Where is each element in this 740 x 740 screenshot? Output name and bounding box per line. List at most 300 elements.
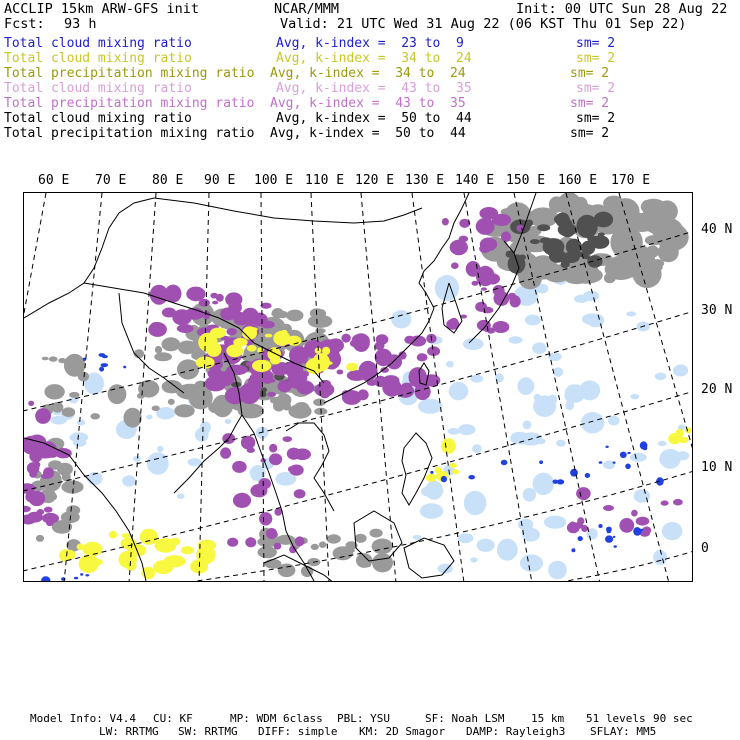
cloud-low-speck	[99, 353, 106, 357]
cloud-thin-patch	[548, 352, 561, 361]
precip-mid-patch	[172, 309, 192, 325]
cloud-thin-patch	[157, 446, 164, 452]
init-time: Init: 00 UTC Sun 28 Aug 22	[516, 1, 728, 17]
field-avg: Avg, k-index = 23 to 9	[276, 36, 464, 51]
precip-mid-patch	[485, 273, 500, 284]
field-sm: sm= 2	[570, 126, 610, 141]
precip-mid-patch	[232, 461, 247, 473]
cloud-thin-patch	[133, 456, 141, 462]
cloud-upper-patch	[377, 564, 383, 570]
cloud-thin-patch	[464, 491, 487, 515]
precip-mid-patch	[581, 525, 588, 532]
precip-mid-patch	[41, 474, 51, 479]
cloud-upper-patch	[64, 354, 85, 377]
cloud-upper-patch	[174, 404, 194, 417]
valid-time: Valid: 21 UTC Wed 31 Aug 22 (06 KST Thu 01 Sep 22)	[280, 16, 687, 32]
precip-mid-patch	[501, 231, 511, 242]
cloud-upper-patch	[355, 534, 367, 543]
precip-mid-patch	[248, 377, 256, 386]
cloud-upper-patch	[319, 541, 326, 548]
lat-label: 20 N	[701, 382, 733, 397]
cloud-dense-patch	[558, 223, 577, 236]
footer-sflay: SFLAY: MM5	[590, 725, 657, 738]
field-sm: sm= 2	[570, 66, 610, 81]
precip-mid-patch	[235, 318, 249, 326]
cloud-yellow-patch	[109, 531, 117, 539]
cloud-upper-patch	[258, 546, 277, 558]
cloud-upper-patch	[66, 505, 80, 515]
precip-mid-patch	[46, 520, 54, 526]
precip-mid-patch	[576, 487, 591, 500]
footer-cu: CU: KF	[153, 712, 193, 725]
lon-label: 70 E	[95, 173, 127, 188]
footer-sf: SF: Noah LSM	[425, 712, 505, 725]
cloud-yellow-patch	[181, 546, 194, 554]
lon-label: 80 E	[152, 173, 184, 188]
cloud-upper-patch	[315, 328, 325, 333]
precip-mid-patch	[269, 444, 277, 453]
cloud-thin-patch	[630, 394, 639, 399]
precip-mid-patch	[27, 512, 43, 523]
cloud-yellow-patch	[265, 334, 273, 338]
cloud-thin-patch	[446, 361, 454, 368]
lon-label: 160 E	[558, 173, 598, 188]
cloud-low-speck	[85, 574, 89, 576]
footer-levels: 51 levels	[586, 712, 646, 725]
precip-mid-patch	[476, 218, 495, 235]
cloud-upper-patch	[286, 310, 303, 322]
cloud-thin-patch	[391, 310, 411, 328]
cloud-low-speck	[501, 460, 508, 465]
field-sm: sm= 2	[576, 36, 616, 51]
lat-label: 40 N	[701, 222, 733, 237]
precip-mid-patch	[320, 392, 329, 398]
cloud-yellow-patch	[226, 344, 243, 357]
cloud-upper-patch	[652, 218, 678, 240]
cloud-upper-patch	[162, 380, 183, 393]
precip-mid-patch	[631, 510, 638, 517]
cloud-low-speck	[539, 460, 543, 464]
field-name: Total cloud mixing ratio	[4, 111, 192, 126]
precip-mid-patch	[472, 281, 479, 286]
precip-mid-patch	[481, 287, 487, 290]
precip-mid-patch	[359, 361, 378, 382]
precip-mid-patch	[44, 507, 53, 513]
cloud-yellow-patch	[685, 427, 692, 433]
lat-label: 0	[701, 541, 709, 556]
cloud-upper-patch	[282, 402, 291, 411]
cloud-yellow-patch	[79, 555, 99, 573]
field-sm: sm= 2	[576, 81, 616, 96]
cloud-low-speck	[101, 363, 108, 367]
precip-mid-patch	[241, 436, 255, 450]
field-name: Total cloud mixing ratio	[4, 36, 192, 51]
cloud-low-speck	[99, 367, 104, 372]
lon-label: 100 E	[254, 173, 294, 188]
cloud-thin-patch	[508, 336, 522, 343]
field-avg: Avg, k-index = 50 to 44	[276, 111, 472, 126]
cloud-thin-patch	[532, 342, 546, 354]
cloud-dense-patch	[587, 235, 595, 243]
cloud-thin-patch	[497, 539, 518, 561]
cloud-yellow-patch	[346, 363, 358, 371]
precip-mid-patch	[479, 207, 498, 220]
lon-label: 90 E	[204, 173, 236, 188]
cloud-yellow-patch	[449, 463, 457, 468]
precip-mid-patch	[294, 384, 301, 389]
cloud-yellow-patch	[252, 360, 271, 372]
cloud-low-speck	[578, 536, 583, 541]
cloud-thin-patch	[553, 367, 563, 377]
cloud-upper-patch	[658, 243, 679, 263]
cloud-thin-patch	[177, 493, 185, 499]
cloud-thin-patch	[523, 421, 532, 430]
org-label: NCAR/MMM	[274, 1, 340, 17]
precip-mid-patch	[227, 538, 238, 547]
cloud-thin-patch	[573, 386, 582, 391]
precip-mid-patch	[577, 517, 584, 525]
cloud-upper-patch	[294, 402, 310, 415]
field-sm: sm= 2	[576, 111, 616, 126]
precip-mid-patch	[225, 387, 245, 404]
cloud-dense-patch	[576, 215, 597, 238]
precip-mid-patch	[24, 506, 31, 513]
cloud-upper-patch	[313, 399, 326, 407]
precip-mid-patch	[383, 377, 397, 388]
cloud-upper-patch	[272, 308, 284, 319]
cloud-yellow-patch	[164, 555, 186, 567]
cloud-upper-patch	[301, 566, 313, 577]
cloud-thin-patch	[565, 401, 574, 411]
cloud-upper-patch	[36, 535, 44, 542]
precip-mid-patch	[259, 512, 272, 525]
forecast-hour: 93 h	[64, 16, 97, 32]
precip-mid-patch	[378, 353, 385, 358]
precip-mid-patch	[475, 302, 487, 312]
cloud-low-speck	[468, 475, 475, 479]
cloud-upper-patch	[137, 393, 145, 399]
precip-mid-patch	[619, 518, 634, 533]
footer-resolution: 15 km	[531, 712, 565, 725]
cloud-upper-patch	[370, 529, 383, 538]
map-panel	[23, 192, 693, 582]
cloud-upper-patch	[44, 384, 64, 399]
cloud-yellow-patch	[64, 550, 76, 560]
precip-mid-patch	[442, 218, 449, 225]
precip-mid-patch	[266, 528, 277, 539]
cloud-thin-patch	[676, 451, 689, 460]
field-sm: sm= 2	[570, 96, 610, 111]
precip-mid-patch	[636, 517, 650, 526]
cloud-low-speck	[599, 461, 603, 464]
precip-mid-patch	[295, 536, 305, 546]
precip-mid-patch	[225, 292, 242, 306]
cloud-low-speck	[74, 577, 78, 580]
cloud-upper-patch	[154, 352, 172, 361]
cloud-thin-patch	[626, 312, 636, 317]
cloud-upper-patch	[327, 534, 341, 543]
cloud-upper-patch	[155, 346, 162, 354]
cloud-thin-patch	[418, 399, 442, 414]
precip-mid-patch	[277, 380, 291, 392]
precip-mid-patch	[220, 447, 231, 458]
cloud-yellow-patch	[82, 542, 102, 557]
precip-mid-patch	[28, 401, 34, 406]
precip-mid-patch	[661, 500, 669, 505]
footer-pbl: PBL: YSU	[337, 712, 390, 725]
precip-mid-patch	[165, 285, 182, 303]
cloud-thin-patch	[470, 375, 483, 383]
cloud-thin-patch	[440, 282, 449, 286]
cloud-low-speck	[633, 527, 641, 536]
cloud-low-speck	[123, 366, 126, 369]
cloud-upper-patch	[162, 337, 181, 351]
precip-mid-patch	[352, 334, 370, 347]
field-avg: Avg, k-index = 50 to 44	[270, 126, 466, 141]
cloud-yellow-patch	[210, 328, 226, 339]
lat-line	[144, 468, 693, 582]
precip-mid-patch	[603, 505, 614, 511]
precip-mid-patch	[480, 238, 497, 252]
cloud-low-speck	[625, 464, 631, 470]
cloud-yellow-patch	[426, 474, 437, 482]
field-name: Total cloud mixing ratio	[4, 51, 192, 66]
cloud-low-speck	[606, 527, 612, 533]
cloud-thin-patch	[574, 295, 588, 303]
cloud-upper-patch	[363, 563, 371, 567]
precip-mid-patch	[208, 369, 224, 379]
lon-label: 120 E	[355, 173, 395, 188]
precip-mid-patch	[375, 342, 385, 351]
cloud-low-speck	[571, 548, 575, 552]
cloud-yellow-patch	[140, 529, 158, 545]
precip-mid-patch	[35, 408, 51, 424]
cloud-upper-patch	[49, 356, 58, 361]
precip-mid-patch	[268, 379, 275, 383]
cloud-thin-patch	[146, 415, 152, 420]
cloud-thin-patch	[148, 462, 167, 472]
precip-mid-patch	[337, 370, 344, 375]
cloud-thin-patch	[556, 440, 565, 447]
cloud-low-speck	[441, 476, 447, 482]
footer-lw: LW: RRTMG	[99, 725, 159, 738]
cloud-dense-patch	[583, 255, 590, 260]
precip-mid-patch	[510, 295, 521, 307]
field-name: Total cloud mixing ratio	[4, 81, 192, 96]
cloud-upper-patch	[311, 544, 319, 550]
cloud-upper-patch	[124, 408, 142, 428]
cloud-yellow-patch	[312, 353, 330, 371]
cloud-thin-patch	[544, 516, 566, 529]
field-avg: Avg, k-index = 43 to 35	[270, 96, 466, 111]
precip-mid-patch	[283, 436, 293, 442]
cloud-low-speck	[613, 462, 616, 464]
cloud-thin-patch	[533, 473, 554, 495]
cloud-upper-patch	[62, 407, 75, 417]
cloud-upper-patch	[42, 357, 49, 361]
cloud-thin-patch	[77, 419, 85, 425]
field-avg: Avg, k-index = 43 to 35	[276, 81, 472, 96]
cloud-thin-patch	[188, 458, 202, 466]
cloud-thin-patch	[458, 533, 474, 543]
map-canvas	[24, 193, 693, 582]
cloud-upper-patch	[69, 392, 80, 398]
cloud-low-speck	[585, 473, 590, 478]
cloud-thin-patch	[581, 412, 605, 433]
lat-label: 10 N	[701, 460, 733, 475]
cloud-thin-patch	[413, 535, 422, 540]
precip-mid-patch	[258, 478, 271, 489]
cloud-upper-patch	[152, 406, 160, 412]
cloud-low-speck	[80, 573, 83, 576]
cloud-thin-patch	[521, 528, 536, 536]
cloud-thin-patch	[630, 453, 647, 462]
cloud-thin-patch	[579, 380, 600, 400]
cloud-yellow-patch	[201, 550, 215, 557]
footer-sw: SW: RRTMG	[178, 725, 238, 738]
field-name: Total precipitation mixing ratio	[4, 66, 255, 81]
cloud-upper-patch	[308, 315, 333, 328]
cloud-yellow-patch	[247, 345, 257, 352]
cloud-low-speck	[553, 480, 559, 484]
cloud-thin-patch	[435, 275, 459, 301]
cloud-yellow-patch	[270, 356, 281, 364]
cloud-thin-patch	[673, 365, 688, 377]
field-avg: Avg, k-index = 34 to 24	[276, 51, 472, 66]
precip-mid-patch	[287, 448, 301, 460]
precip-mid-patch	[212, 301, 218, 305]
precip-mid-patch	[274, 508, 282, 516]
field-name: Total precipitation mixing ratio	[4, 96, 255, 111]
cloud-low-speck	[620, 452, 627, 458]
cloud-upper-patch	[168, 399, 175, 405]
cloud-thin-patch	[477, 539, 495, 552]
cloud-low-speck	[627, 452, 630, 454]
cloud-low-speck	[614, 545, 617, 548]
precip-mid-patch	[375, 349, 393, 367]
precip-mid-patch	[243, 390, 250, 396]
cloud-yellow-patch	[250, 327, 258, 331]
cloud-yellow-patch	[452, 469, 459, 474]
cloud-upper-patch	[90, 413, 100, 419]
precip-mid-patch	[151, 322, 159, 327]
field-sm: sm= 2	[576, 51, 616, 66]
precip-mid-patch	[417, 353, 428, 361]
lon-label: 150 E	[506, 173, 546, 188]
cloud-thin-patch	[458, 424, 475, 435]
precip-mid-patch	[186, 287, 205, 302]
cloud-thin-patch	[195, 428, 209, 442]
precip-mid-patch	[267, 392, 276, 397]
cloud-yellow-patch	[198, 540, 216, 551]
field-name: Total precipitation mixing ratio	[4, 126, 255, 141]
precip-mid-patch	[289, 465, 303, 476]
lat-label: 30 N	[701, 303, 733, 318]
footer-timestep: 90 sec	[653, 712, 693, 725]
footer-model-info: Model Info: V4.4	[30, 712, 136, 725]
border	[24, 198, 154, 318]
precip-mid-patch	[492, 321, 509, 333]
cloud-dense-patch	[537, 224, 550, 231]
precip-mid-patch	[233, 493, 251, 508]
precip-mid-patch	[294, 489, 306, 498]
cloud-upper-patch	[278, 564, 296, 578]
cloud-low-speck	[430, 471, 433, 474]
cloud-thin-patch	[122, 475, 136, 486]
cloud-low-speck	[605, 446, 608, 448]
lon-label: 140 E	[455, 173, 495, 188]
field-avg: Avg, k-index = 34 to 24	[270, 66, 466, 81]
cloud-low-speck	[41, 576, 50, 582]
cloud-thin-patch	[517, 377, 534, 395]
cloud-thin-patch	[420, 503, 443, 518]
cloud-thin-patch	[425, 481, 443, 500]
precip-mid-patch	[274, 543, 282, 550]
cloud-thin-patch	[470, 557, 477, 562]
precip-mid-patch	[223, 370, 234, 381]
precip-mid-patch	[29, 471, 37, 477]
precip-mid-patch	[177, 324, 194, 333]
cloud-thin-patch	[548, 561, 567, 580]
footer-diff: DIFF: simple	[258, 725, 338, 738]
cloud-upper-patch	[372, 539, 393, 555]
cloud-low-speck	[613, 536, 616, 538]
cloud-thin-patch	[608, 416, 619, 426]
model-title: ACCLIP 15km ARW-GFS init	[4, 1, 200, 17]
cloud-yellow-patch	[678, 437, 688, 443]
forecast-label: Fcst:	[4, 16, 45, 32]
cloud-thin-patch	[225, 419, 232, 424]
lon-label: 60 E	[38, 173, 70, 188]
cloud-thin-patch	[472, 444, 482, 453]
precip-mid-patch	[261, 321, 275, 329]
cloud-thin-patch	[70, 432, 89, 442]
cloud-thin-patch	[463, 338, 484, 350]
cloud-thin-patch	[653, 550, 667, 565]
cloud-yellow-patch	[441, 438, 456, 453]
cloud-dense-patch	[519, 255, 526, 261]
lon-label: 170 E	[611, 173, 651, 188]
cloud-thin-patch	[523, 488, 536, 502]
cloud-thin-patch	[520, 554, 543, 571]
cloud-thin-patch	[655, 373, 667, 381]
cloud-thin-patch	[525, 315, 541, 326]
precip-mid-patch	[402, 383, 413, 389]
precip-mid-patch	[269, 453, 282, 465]
cloud-thin-patch	[449, 382, 469, 400]
cloud-low-speck	[598, 524, 602, 528]
cloud-thin-patch	[658, 441, 667, 446]
precip-mid-patch	[245, 537, 256, 547]
lon-line	[24, 193, 46, 313]
precip-mid-patch	[39, 441, 57, 458]
footer-mp: MP: WDM 6class	[230, 712, 323, 725]
lon-label: 130 E	[405, 173, 445, 188]
cloud-thin-patch	[533, 395, 556, 417]
cloud-upper-patch	[214, 404, 231, 414]
cloud-dense-patch	[561, 252, 580, 263]
cloud-yellow-patch	[155, 538, 177, 553]
precip-mid-patch	[34, 461, 41, 468]
precip-mid-patch	[210, 293, 218, 299]
precip-mid-patch	[380, 367, 389, 373]
precip-mid-patch	[451, 262, 459, 269]
precip-mid-patch	[341, 334, 350, 343]
border	[154, 198, 422, 223]
cloud-upper-patch	[194, 387, 210, 402]
cloud-low-speck	[640, 441, 648, 449]
footer-damp: DAMP: Rayleigh3	[466, 725, 566, 738]
